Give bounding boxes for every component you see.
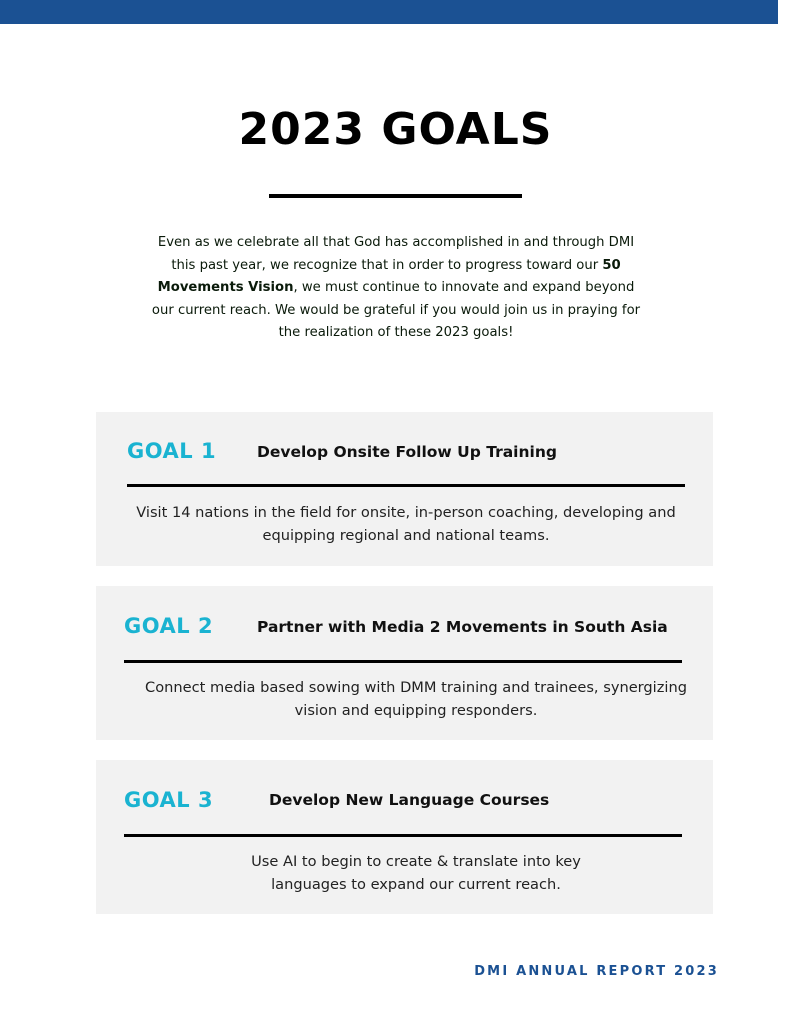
intro-highlight: 50 Movements Vision	[157, 257, 621, 296]
goal-title: Partner with Media 2 Movements in South Asia	[257, 618, 668, 636]
goal-title: Develop Onsite Follow Up Training	[257, 443, 557, 461]
intro-text-start: Even as we celebrate all that God has accomplished in and through DMI this past year, we recognize that in order to progress toward our	[157, 235, 635, 273]
goal-divider	[127, 484, 685, 487]
goal-card-3	[96, 760, 713, 914]
goal-label: GOAL 3	[124, 788, 214, 812]
goal-description: Use AI to begin to create & translate into key languages to expand our current reach.	[251, 853, 581, 893]
page-title: 2023 GOALS	[238, 104, 553, 155]
goal-label: GOAL 2	[124, 614, 214, 638]
goal-description: Visit 14 nations in the field for onsite, in-person coaching, developing and equipping regional and national teams.	[136, 504, 676, 544]
goal-divider	[124, 660, 682, 663]
goal-title: Develop New Language Courses	[269, 791, 550, 809]
intro-paragraph	[150, 232, 642, 345]
footer-report-label: DMI ANNUAL REPORT 2023	[474, 964, 719, 979]
goal-card-2	[96, 586, 713, 740]
goal-card-1	[96, 412, 713, 566]
goal-label: GOAL 1	[127, 439, 217, 463]
goal-description: Connect media based sowing with DMM training and trainees, synergizing vision and equipping responders.	[145, 679, 687, 719]
goal-divider	[124, 834, 682, 837]
title-divider	[269, 194, 522, 198]
top-header-bar	[0, 0, 778, 24]
intro-text-end: , we must continue to innovate and expand beyond our current reach. We would be grateful if you would join us in praying for the realization of these 2023 goals!	[151, 280, 641, 341]
